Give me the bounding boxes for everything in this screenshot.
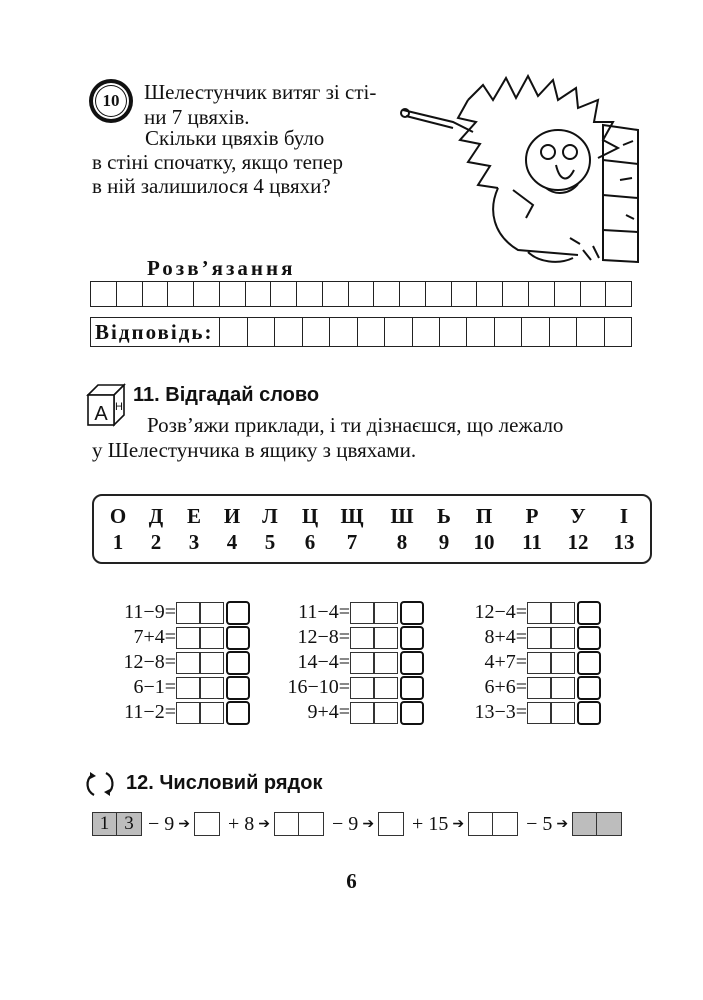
chain-op-1: − 9 [148, 812, 175, 835]
answer-row[interactable] [90, 317, 632, 347]
number-chain [92, 812, 622, 836]
answer-digit-box[interactable] [527, 602, 551, 624]
letter-box[interactable] [226, 701, 250, 725]
letter-box[interactable] [577, 601, 601, 625]
answer-digit-box[interactable] [200, 677, 224, 699]
equation-row [100, 600, 250, 625]
legend-number: 13 [613, 530, 635, 554]
chain-start-digit-2: 3 [117, 813, 141, 835]
letter-box[interactable] [577, 701, 601, 725]
task10-line-4: в стіні спочатку, якщо тепер [92, 150, 343, 174]
legend-letter: У [570, 504, 586, 528]
answer-digit-box[interactable] [350, 702, 374, 724]
equation-expression: 12−4= [474, 601, 527, 623]
chain-answer-box-4[interactable] [468, 812, 518, 836]
letter-box[interactable] [226, 651, 250, 675]
legend-number: 8 [396, 530, 408, 554]
letter-box[interactable] [400, 601, 424, 625]
letter-box[interactable] [400, 676, 424, 700]
cube-letter-front: А [94, 403, 108, 425]
legend-letter: О [109, 504, 127, 528]
answer-digit-box[interactable] [200, 602, 224, 624]
arrow-icon: ➔ [452, 816, 465, 832]
answer-digit-box[interactable] [527, 702, 551, 724]
task11-text-1: Розв’яжи приклади, і ти дізнаєшся, що лежало [147, 413, 564, 437]
page-number: 6 [346, 869, 357, 893]
arrow-icon: ➔ [258, 816, 271, 832]
legend-letter: І [619, 504, 629, 528]
answer-digit-box[interactable] [350, 652, 374, 674]
legend-number: 4 [226, 530, 238, 554]
legend-letter: Ш [390, 504, 414, 528]
equations-column-1 [100, 600, 250, 725]
answer-digit-box[interactable] [200, 627, 224, 649]
answer-digit-box[interactable] [176, 677, 200, 699]
answer-digit-box[interactable] [374, 627, 398, 649]
equation-expression: 11−2= [124, 701, 176, 723]
chain-start-digit-1: 1 [93, 813, 117, 835]
legend-number: 7 [346, 530, 358, 554]
equations-column-3 [445, 600, 601, 725]
answer-digit-box[interactable] [527, 627, 551, 649]
equation-expression: 8+4= [484, 626, 527, 648]
legend-number: 3 [188, 530, 200, 554]
equation-row [272, 625, 424, 650]
answer-digit-box[interactable] [374, 702, 398, 724]
legend-letter: Л [262, 504, 278, 528]
letter-box[interactable] [400, 701, 424, 725]
task10-line-2: ни 7 цвяхів. [144, 105, 250, 129]
task10-line-5: в ній залишилося 4 цвяхи? [92, 174, 331, 198]
answer-digit-box[interactable] [350, 602, 374, 624]
equation-row [272, 675, 424, 700]
answer-digit-box[interactable] [527, 652, 551, 674]
answer-label: Відповідь: [91, 318, 220, 346]
letter-box[interactable] [226, 676, 250, 700]
equation-row [100, 625, 250, 650]
legend-number: 11 [522, 530, 542, 554]
equation-row [100, 650, 250, 675]
equation-expression: 11−4= [298, 601, 350, 623]
cycle-arrows-icon [84, 768, 116, 800]
task-number-badge [89, 79, 133, 123]
chain-answer-box-1[interactable] [194, 812, 220, 836]
legend-number: 12 [567, 530, 589, 554]
chain-start-box [92, 812, 142, 836]
equation-expression: 4+7= [484, 651, 527, 673]
equation-expression: 6+6= [484, 676, 527, 698]
legend-letter: Д [148, 504, 164, 528]
equation-expression: 6−1= [133, 676, 176, 698]
equation-expression: 14−4= [297, 651, 350, 673]
legend-letter: Ь [437, 504, 451, 528]
letter-code-legend [92, 494, 652, 564]
equation-row [445, 650, 601, 675]
answer-digit-box[interactable] [374, 652, 398, 674]
letter-box[interactable] [226, 626, 250, 650]
equation-row [272, 700, 424, 725]
equation-row [272, 650, 424, 675]
answer-digit-box[interactable] [200, 702, 224, 724]
legend-letter: Ц [301, 504, 319, 528]
equation-expression: 11−9= [124, 601, 176, 623]
answer-digit-box[interactable] [176, 627, 200, 649]
answer-digit-box[interactable] [527, 677, 551, 699]
arrow-icon: ➔ [556, 816, 569, 832]
equation-row [100, 675, 250, 700]
legend-number: 6 [304, 530, 316, 554]
letter-box[interactable] [577, 651, 601, 675]
task10-line-1: Шелестунчик витяг зі сті- [144, 80, 377, 104]
letter-cube-icon [86, 383, 126, 427]
equation-row [445, 600, 601, 625]
equation-row [100, 700, 250, 725]
legend-letter: П [475, 504, 493, 528]
answer-digit-box[interactable] [374, 677, 398, 699]
legend-number: 10 [473, 530, 495, 554]
chain-op-3: − 9 [332, 812, 359, 835]
equation-expression: 16−10= [287, 676, 350, 698]
equation-expression: 7+4= [133, 626, 176, 648]
solution-grid[interactable] [90, 281, 632, 307]
answer-digit-box[interactable] [350, 627, 374, 649]
letter-box[interactable] [400, 626, 424, 650]
answer-digit-box[interactable] [551, 677, 575, 699]
legend-letter: И [223, 504, 241, 528]
equation-expression: 13−3= [474, 701, 527, 723]
legend-number: 2 [150, 530, 162, 554]
equation-expression: 12−8= [123, 651, 176, 673]
equation-row [445, 700, 601, 725]
legend-number: 1 [112, 530, 124, 554]
legend-number: 5 [264, 530, 276, 554]
letter-box[interactable] [226, 601, 250, 625]
answer-digit-box[interactable] [374, 602, 398, 624]
letter-box[interactable] [577, 676, 601, 700]
letter-box[interactable] [577, 626, 601, 650]
chain-op-4: + 15 [412, 812, 449, 835]
arrow-icon: ➔ [178, 816, 191, 832]
answer-digit-box[interactable] [200, 652, 224, 674]
legend-letter: Щ [340, 504, 364, 528]
chain-answer-box-2[interactable] [274, 812, 324, 836]
answer-digit-box[interactable] [350, 677, 374, 699]
task11-text-2: у Шелестунчика в ящику з цвяхами. [92, 438, 417, 462]
equation-row [445, 675, 601, 700]
answer-digit-box[interactable] [551, 627, 575, 649]
answer-digit-box[interactable] [176, 652, 200, 674]
chain-answer-box-3[interactable] [378, 812, 404, 836]
cube-letter-side: Н [115, 401, 123, 413]
task12-title: 12. Числовий рядок [126, 772, 323, 794]
solution-label: Розв’язання [147, 256, 296, 280]
hedgehog-illustration [398, 70, 653, 270]
chain-final-box[interactable] [572, 812, 622, 836]
equation-expression: 9+4= [307, 701, 350, 723]
chain-op-2: + 8 [228, 812, 255, 835]
task11-title: 11. Відгадай слово [133, 384, 320, 406]
legend-number: 9 [438, 530, 450, 554]
answer-digit-box[interactable] [551, 602, 575, 624]
legend-letter: Е [186, 504, 201, 528]
answer-cells[interactable] [220, 318, 631, 346]
equations-column-2 [272, 600, 424, 725]
answer-digit-box[interactable] [551, 702, 575, 724]
letter-box[interactable] [400, 651, 424, 675]
equation-row [445, 625, 601, 650]
chain-op-5: − 5 [526, 812, 553, 835]
equation-expression: 12−8= [297, 626, 350, 648]
task-number: 10 [96, 86, 126, 116]
arrow-icon: ➔ [362, 816, 375, 832]
legend-letter: Р [525, 504, 539, 528]
answer-digit-box[interactable] [176, 602, 200, 624]
answer-digit-box[interactable] [551, 652, 575, 674]
equation-row [272, 600, 424, 625]
answer-digit-box[interactable] [176, 702, 200, 724]
task10-line-3: Скільки цвяхів було [145, 126, 325, 150]
